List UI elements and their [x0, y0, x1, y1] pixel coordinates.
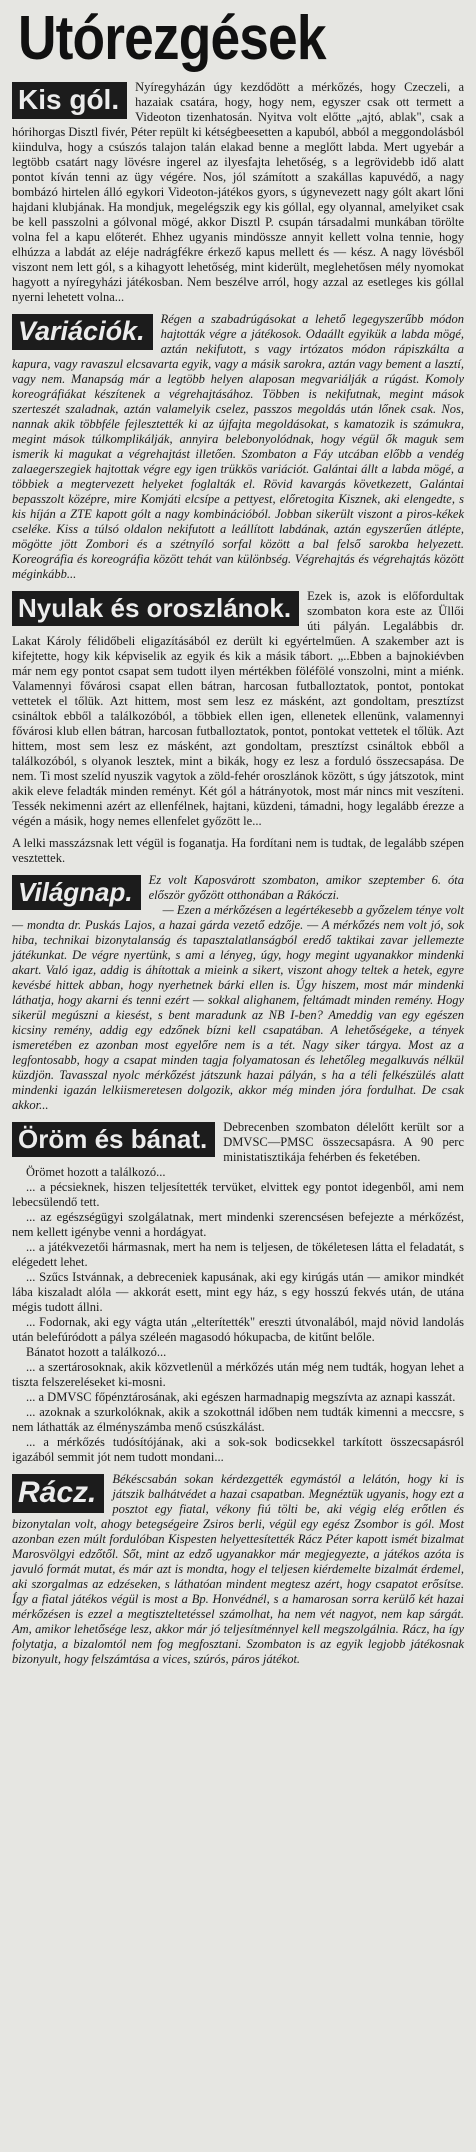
article-section [12, 80, 464, 305]
paragraph: ... Fodornak, aki egy vágta után „elterítették" ereszti útvonalából, majd növid landolás után belefúródott a pálya széleén magasodó hókupacba, de kitűnt belőle. [12, 1315, 464, 1344]
section-label: Kis gól. [12, 82, 127, 119]
article-section [12, 589, 464, 829]
article-section [12, 1120, 464, 1465]
article-section [12, 1472, 464, 1667]
section-label: Öröm és bánat. [12, 1122, 215, 1157]
paragraph: Örömet hozott a találkozó... [26, 1165, 166, 1179]
paragraph: ... azoknak a szurkolóknak, akik a szokottnál időben nem tudták kimenni a meccsre, s nem láthatták az élményszámba menő csúszkálást. [12, 1405, 464, 1434]
article-section [12, 873, 464, 1113]
paragraph: ... a DMVSC főpénztárosának, aki egészen harmadnapig megszívta az aznapi kasszát. [26, 1390, 456, 1404]
paragraph: ... a szertárosoknak, akik közvetlenül a mérkőzés után még nem tudták, hogyan lehet a tiszta felszereléseket ki-mosni. [12, 1360, 464, 1389]
paragraph: ... a mérkőzés tudósítójának, aki a sok-sok bodicsekkel tarkított összecsapásról igazából semmit jót nem tudott mondani... [12, 1435, 464, 1464]
article-section [12, 836, 464, 866]
paragraph: ... a játékvezetői hármasnak, mert ha nem is teljesen, de tökéletesen látta el feladatát, s elégedett lehet. [12, 1240, 464, 1269]
section-label: Nyulak és oroszlánok. [12, 591, 299, 626]
paragraph: Debrecenben szombaton délelőtt került sor a DMVSC—PMSC összecsapásra. A 90 perc ministatisztikája fehérben és feketében. [223, 1120, 464, 1164]
paragraph: Békéscsabán sokan kérdezgették egymástól a lelátón, hogy ki is játszik balhátvédet a hazai csapatban. Megnéztük ugyanis, hogy ezt a posztot egy fiatal, vékony fiú tölti be, aki végig elég erőtlen és bizonytalan volt, ahogy betegségeire Zsiros berli, végül egy egész Zsombor is gól. Most azonban ezen múlt fordulóban Kispesten helyettesítették Rácz Péter kapott ismét bizalmat Marosvölgyi edzőtől. Sőt, mint az edző ugyanakkor már megjegyezte, a játékos azóta is javuló formát mutat, és már azt is mondta, hogy el teljesen kiérdemelte bizalmát érdemel, aki szorgalmas az edzéseken, s láthatóan mindent megtesz azért, hogy csapatot erősítse. Így a fiatal játékos végül is most a Bp. Honvédnél, s a hamarosan sorra kerülő két hazai mérkőzésen is ezzel a megtiszteltetéssel számolhat, ha nem vét nagyot, nem kap sárgát. Am, amikor lehetősége lesz, akkor már jó teljesítménnyel kell megszolgálnia. Rácz, ha így folytatja, a bizalomtól nem fog megfosztani. Szombaton is az egyik legjobb játékosnak bizonyult, hogy felszámtása a vices, szúrós, páros játékot. [12, 1472, 464, 1666]
paragraph: Ez volt Kaposvárott szombaton, amikor szeptember 6. óta először győzött otthonában a Rákóczi. [148, 873, 464, 902]
paragraph: — Ezen a mérkőzésen a legértékesebb a győzelem ténye volt — mondta dr. Puskás Lajos, a hazai gárda vezető edzője. — A mérkőzés nem volt jó, sok hiba, technikai bizonytalanság és tapasztalatlanságból eredő taktikai zavar jellemezte játékunkat. De végre nyertünk, s ami a lényeg, úgy, hogy megint ugyanakkor mindenki akart. Való igaz, addig is áhítottak a mieink a sikert, viszont ahogy teltek a hetek, egyre kevésbé hittek abban, hogy nyerhetnek bárki ellen is. Úgy hiszem, most már mindenki láthatja, hogy akarni és tenni ezért — sokkal alighanem, feltámadt minden remény. Hogy sikerül megúszni a kiesést, s bent maradunk az NB I-ben? Ameddig van egy egészen kicsiny remény, addig egy edzőnek bízni kell csapatában. A lehetőségeke, a tények ismeretében ez azonban most egyelőre nem is a tét. Nagy siker tárgya. Most az a legfontosabb, hogy a csapat minden tagja folyamatosan és lehetőleg megalkuvás nélkül küzdjön. Tavasszal nyolc mérkőzést játszunk hazai pályán, s ha a téli felkészülés alatt mindenki igazán lelkiismeretesen dolgozik, akkor még minden jóra fordulhat. De csak akkor... [12, 903, 464, 1112]
paragraph: ... Szűcs Istvánnak, a debreceniek kapusának, aki egy kirúgás után — amikor mindkét lába kiszaladt alóla — akkorát esett, mint egy ház, s egy hosszú fekvés után, de utána mégis tudott állni. [12, 1270, 464, 1314]
headline: Utórezgések [18, 4, 326, 73]
paragraph: ... a pécsieknek, hiszen teljesítették tervüket, elvittek egy pontot idegenből, ami nem lebecsülendő tett. [12, 1180, 464, 1209]
paragraph: Bánatot hozott a találkozó... [26, 1345, 167, 1359]
article-body [12, 80, 464, 1667]
paragraph: Ezek is, azok is előfordultak szombaton kora este az Üllői úti pályán. Legalábbis dr. Lakat Károly félidőbeli eligazításából ez derült ki egyértelműen. A szakember azt is kifejtette, hogy kik képviselik az egyik és kik a másik tábort. „..Ebben a bajnokiévben már nem egy pontot csapat sem tudott ilyen mértékben föléfölé vonszolni, mint a miénk. Valamennyi fővárosi csapat ellen bátran, harcosan futballoztatok, pontot, pontokat vettetek el tőlük. Azt hittem, most sem lesz ez másként, azt gondoltam, presztízst csináltok ebből a találkozóból, a többiek ellen igen, ellenetek ellenünk, valamennyi fővárosi klub ellen bátran, harcosan futballoztatok, pontot, pontokat vettetek el tőlük. Azt hittem, most sem lesz ez másként, azt gondoltam, presztízst csináltok ebből a találkozóból, s olyanok lesztek, mint a bikák, hogy ez lesz a forduló összecsapása. De nem. Ti most szelíd nyuszik vagytok a zöld-fehér oroszlánok között, s úgy játszotok, mint akik eleve feladták minden reményt. Két gól a hátrányotok, most már nincs mit veszíteni. Tessék nekimenni azért az ellenfélnek, hajtani, küzdeni, támadni, hogy legalább érezze a végén a másik, hogy nemes ellenfelet győzött le... [12, 589, 464, 828]
section-label: Rácz. [12, 1474, 104, 1513]
paragraph: ... az egészségügyi szolgálatnak, mert mindenki szerencsésen befejezte a mérkőzést, nem kellett igénybe venni a hordágyat. [12, 1210, 464, 1239]
paragraph: Régen a szabadrúgásokat a lehető legegyszerűbb módon hajtották végre a játékosok. Odaállt egyikük a labda mögé, aztán nekifutott, s vagy irtózatos módon rápiszkálta a kapura, vagy ravaszul elcsavarta egyik, vagy a másik sarokra, aztán vagy bement a lasztí, vagy nem. Manapság már a legtöbb helyen alaposan megvariálják a rúgást. Komoly koreográfiákat készítenek a végrehajtásához. Többen is nekifutnak, megint mások szerteszét szaladnak, aztán valamelyik cselez, passzos megoldás után lőnek csak. Nos, nannak akik többféle fejlesztették ki az újfajta megoldásokat, s kamatozik is számukra, megint mások túlkomplikálják, annyira belebonyolódnak, hogy végül ők maguk sem ismerik ki magukat a végrehajtást illetően. Szombaton a Fáy utcában előbb a vendég zalaegerszegiek hajtottak végre egy igen trükkös variációt. Galántai állt a labda mögé, a többiek a megtervezett helyeket foglalták el. Rövid kavargás következett, Galántai bepasszolt középre, mire Komjáti elcsípe a pettyest, előretogita Kisznek, aki elengedte, s kis híján a ZTE kapott gólt a nagy kombinációból. Jobban sikerült viszont a piros-kékek cseléke. Kiss a túlsó oldalon nekifutott a leállított labdának, aztán egyszerűen átlépte, mögötte jött Zombori és a szétnyíló sorfal között a bal felső sarokba helyezett. Koreográfia és koreográfia között tehát van különbség. Végrehajtás és végrehajtás között méginkább... [12, 312, 464, 581]
paragraph: Nyíregyházán úgy kezdődött a mérkőzés, hogy Czeczeli, a hazaiak csatára, hogy, hogy nem, egyszer csak ott termett a Videoton tizenhatosán. Nyitva volt előtte „ajtó, ablak", csak a hórihorgas Disztl fivér, Péter repült ki kétségbeesetten a kapuból, abból a meggondolásból kiindulva, hogy a csúszós talajon talán elakad benne a meglőtt labda. Mert ugyebár a legtöbb csatárt nagy lövésre ingerel az ilyesfajta lehetőség, s a legrövidebb idő alatt pontot kíván tenni az ügy végére. Nos, jól számított a szakállas kapuvédő, a nagy bombázó hirtelen álló egykori Videoton-játékos gyors, s úgynevezett nagy gólt akart lőni hajdani klubjának. Ha mondjuk, megelégszik egy kis góllal, egy olyannal, amelyiket csak be kell passzolni a gólvonal mögé, akkor Disztl P. csupán társadalmi munkában törölte volna fel a kapu előterét. Ehhez ugyanis mindössze annyit kellett volna tennie, hogy elhúzza a labdát az eléje nadrágfékre érkező kapus mellett és — kész. A nagy lövésből viszont nem lett gól, s a kihagyott lehetőség, mint kiderült, meglehetősen mély nyomokat hagyott a nyíregyházi játékosban. Nem beszélve arról, hogy azzal az esetleges kis góllal nyerni lehetett volna... [12, 80, 464, 304]
section-label: Világnap. [12, 875, 141, 910]
article-section [12, 312, 464, 582]
paragraph: A lelki masszázsnak lett végül is foganatja. Ha fordítani nem is tudtak, de legalább szépen vesztettek. [12, 836, 464, 865]
section-label: Variációk. [12, 314, 153, 350]
